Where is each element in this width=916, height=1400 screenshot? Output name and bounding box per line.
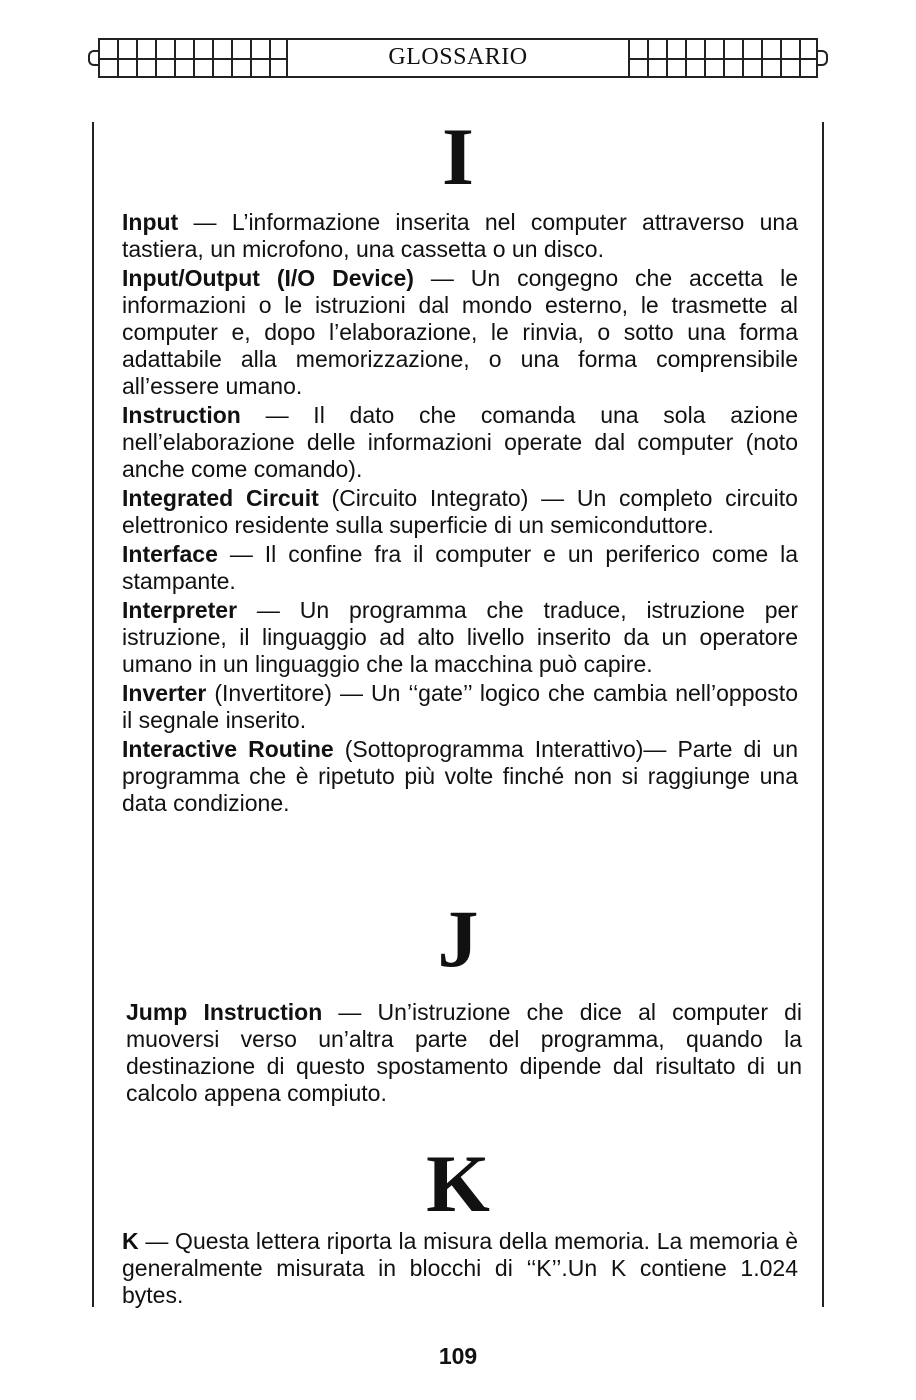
entry-term: K [122, 1228, 139, 1254]
right-margin-rule [822, 122, 824, 1307]
entry-term: Integrated Circuit [122, 485, 319, 511]
header-grid-ornament-right [628, 38, 818, 78]
header-grid-ornament-left [98, 38, 288, 78]
section-letter-j: J [437, 893, 479, 984]
page-header [88, 36, 828, 84]
glossary-entry [122, 736, 798, 817]
glossary-entry [122, 402, 798, 483]
entry-definition: — Il confine fra il computer e un periferico come la stampante. [122, 541, 798, 594]
header-ornament-left-cap [88, 50, 98, 66]
entry-definition: — Un programma che traduce, istruzione per istruzione, il linguaggio ad alto livello inserito da un operatore umano in un linguaggio che la macchina può capire. [122, 597, 798, 677]
glossary-entry [122, 597, 798, 678]
left-margin-rule [92, 122, 94, 1307]
page-number: 109 [438, 1343, 478, 1369]
section-letter-k: K [426, 1138, 490, 1229]
entry-definition: — L’informazione inserita nel computer attraverso una tastiera, un microfono, una cassetta o un disco. [122, 209, 798, 262]
entry-definition: (Circuito Integrato) — Un completo circuito elettronico residente sulla superficie di un semiconduttore. [122, 485, 798, 538]
section-j-entries [126, 999, 802, 1109]
glossary-entry [122, 485, 798, 539]
entry-definition: — Un congegno che accetta le informazioni o le istruzioni dal mondo esterno, le trasmette al computer e, dopo l’elaborazione, le rinvia, o sotto una forma adattabile alla memorizzazione, o una forma comprensibile all’essere umano. [122, 265, 798, 399]
header-title-underline [288, 76, 628, 78]
glossary-entry [126, 999, 802, 1107]
glossary-entry [122, 209, 798, 263]
header-title-top-line [288, 38, 628, 40]
entry-definition: — Un’istruzione che dice al computer di muoversi verso un’altra parte del programma, quando la destinazione di questo spostamento dipende dal risultato di un calcolo appena compiuto. [126, 999, 802, 1106]
section-k-entries [122, 1228, 798, 1311]
entry-term: Inverter [122, 680, 207, 706]
section-i-entries [122, 209, 798, 819]
entry-definition: — Il dato che comanda una sola azione nell’elaborazione delle informazioni operate dal computer (noto anche come comando). [122, 402, 798, 482]
entry-definition: — Questa lettera riporta la misura della memoria. La memoria è generalmente misurata in blocchi di ‘‘K’’.Un K contiene 1.024 bytes. [122, 1228, 798, 1308]
glossary-entry [122, 265, 798, 400]
entry-term: Interpreter [122, 597, 238, 623]
entry-term: Input/Output (I/O Device) [122, 265, 414, 291]
entry-term: Instruction [122, 402, 241, 428]
section-letter-i: I [442, 111, 474, 202]
glossary-entry [122, 541, 798, 595]
entry-definition: (Sottoprogramma Interattivo)— Parte di un programma che è ripetuto più volte finché non si raggiunge una data condizione. [122, 736, 798, 816]
glossary-entry [122, 1228, 798, 1309]
entry-term: Interactive Routine [122, 736, 334, 762]
glossary-entry [122, 680, 798, 734]
header-ornament-right-cap [818, 50, 828, 66]
entry-definition: (Invertitore) — Un ‘‘gate’’ logico che cambia nell’opposto il segnale inserito. [122, 680, 798, 733]
entry-term: Input [122, 209, 179, 235]
entry-term: Interface [122, 541, 218, 567]
header-title: GLOSSARIO [388, 44, 528, 70]
entry-term: Jump Instruction [126, 999, 323, 1025]
